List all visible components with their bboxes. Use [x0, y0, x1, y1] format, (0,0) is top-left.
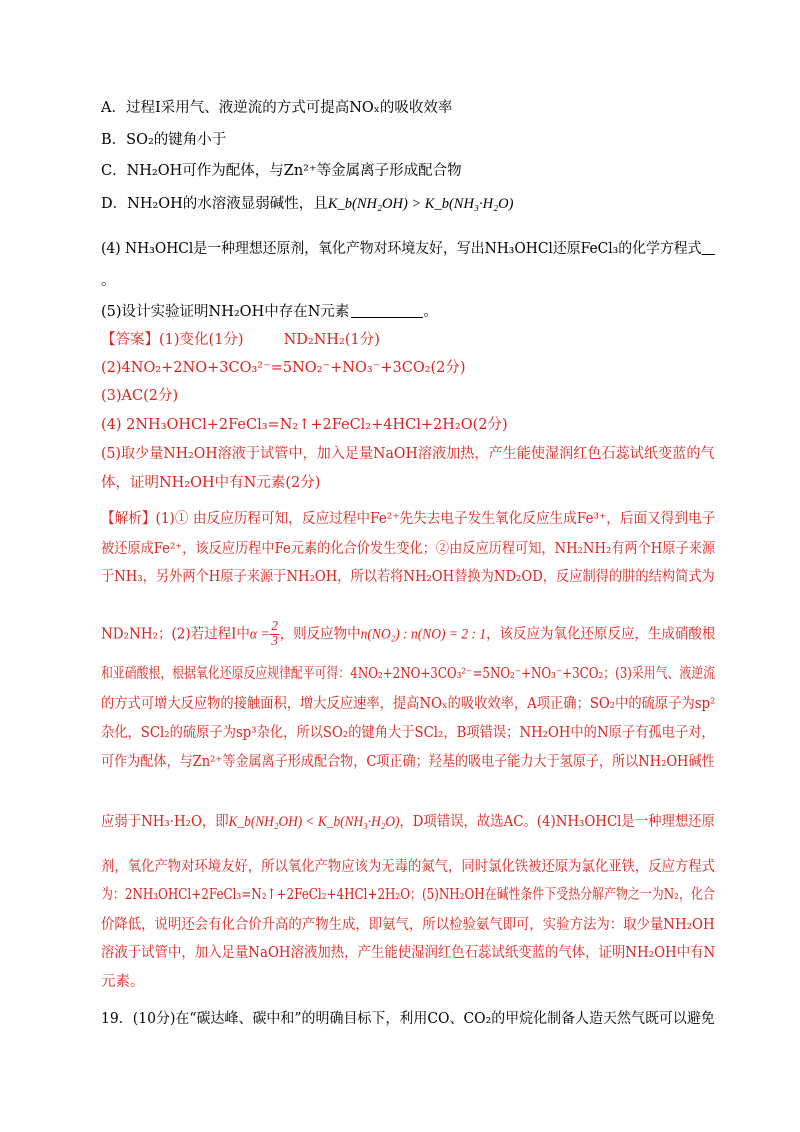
analysis-line-9: 应弱于NH₃·H₂O，即K_b(NH₂OH) < K_b(NH₃·H₂O)，D项错误，故选AC。(4)NH₃OHCl是一种理想还原: [101, 814, 715, 830]
answer-4: (4) 2NH₃OHCl+2FeCl₃=N₂↑+2FeCl₂+4HCl+2H₂O(2分): [101, 417, 508, 433]
analysis-line-3: 于NH₃，另外两个H原子来源于NH₂OH，所以若将NH₂OH替换为ND₂OD，反应制得的肼的结构简式为: [101, 569, 715, 585]
analysis-line-14: 元素。: [101, 974, 145, 990]
answer-1: 【答案】(1)变化(1分) ND₂NH₂(1分): [101, 332, 380, 348]
analysis-line-13: 溶液于试管中，加入足量NaOH溶液加热，产生能使湿润红色石蕊试纸变蓝的气体，证明NH₂OH中有N: [101, 945, 716, 961]
analysis-line-2: 被还原成Fe²⁺，该反应历程中Fe元素的化合价发生变化；②由反应历程可知，NH₂NH₂有两个H原子来源: [101, 541, 716, 557]
analysis-line-5: 和亚硝酸根，根据氧化还原反应规律配平可得：4NO₂+2NO+3CO₃²⁻=5NO₂⁻+NO₃⁻+3CO₂；(3)采用气、液逆流: [101, 666, 716, 682]
answer-blank: [701, 240, 714, 255]
option-d: D．NH₂OH的水溶液显弱碱性，且K_b(NH₂OH) > K_b(NH₃·H₂O): [101, 196, 514, 212]
question-4-end: 。: [101, 273, 116, 289]
answer-5-line1: (5)取少量NH₂OH溶液于试管中，加入足量NaOH溶液加热，产生能使湿润红色石蕊试纸变蓝的气: [101, 446, 715, 462]
answer-blank: [351, 303, 423, 318]
option-c: C．NH₂OH可作为配体，与Zn²⁺等金属离子形成配合物: [101, 163, 462, 179]
analysis-line-4: ND₂NH₂；(2)若过程Ⅰ中α = $\frac{2}{3}$ ，则反应物中n(NO₂) : n(NO) = 2 : 1，该反应为氧化还原反应，生成硝酸根: [101, 619, 716, 649]
analysis-line-12: 价降低，说明还会有化合价升高的产物生成，即氨气，所以检验氨气即可，实验方法为：取少量NH₂OH: [101, 917, 715, 933]
answer-5-line2: 体，证明NH₂OH中有N元素(2分): [101, 475, 321, 491]
kb-inequality: K_b(NH₂OH) < K_b(NH₃·H₂O): [228, 814, 400, 830]
analysis-line-7: 杂化，SCl₂的硫原子为sp³杂化，所以SO₂的键角大于SCl₂，B项错误；NH₂OH中的N原子有孤电子对，: [101, 725, 715, 741]
answer-3: (3)AC(2分): [101, 388, 179, 404]
analysis-line-8: 可作为配体，与Zn²⁺等金属离子形成配合物，C项正确；羟基的吸电子能力大于氢原子，所以NH₂OH碱性: [101, 754, 715, 770]
option-b: B．SO₂的键角小于: [101, 132, 227, 148]
option-a: A．过程Ⅰ采用气、液逆流的方式可提高NOₓ的吸收效率: [101, 100, 453, 116]
fraction: $\frac{2}{3}$: [271, 619, 278, 649]
analysis-line-10: 剂，氧化产物对环境友好，所以氧化产物应该为无毒的氮气，同时氯化铁被还原为氯化亚铁，反应方程式: [101, 859, 715, 875]
question-5: (5)设计实验证明NH₂OH中存在N元素 。: [101, 304, 438, 320]
analysis-line-11: 为：2NH₃OHCl+2FeCl₃=N₂↑+2FeCl₂+4HCl+2H₂O；(5)NH₂OH在碱性条件下受热分解产物之一为N₂，化合: [101, 887, 715, 903]
analysis-line-1: 【解析】(1)① 由反应历程可知，反应过程中Fe²⁺先失去电子发生氧化反应生成Fe³⁺，后面又得到电子: [101, 511, 716, 527]
analysis-line-6: 的方式可增大反应物的接触面积，增大反应速率，提高NOₓ的吸收效率，A项正确；SO₂中的硫原子为sp²: [101, 696, 716, 712]
question-4: (4) NH₃OHCl是一种理想还原剂，氧化产物对环境友好，写出NH₃OHCl还原FeCl₃的化学方程式: [101, 239, 715, 259]
kb-inequality: K_b(NH₂OH) > K_b(NH₃·H₂O): [327, 196, 514, 212]
question-19: 19．(10分)在“碳达峰、碳中和”的明确目标下，利用CO、CO₂的甲烷化制备人造天然气既可以避免: [101, 1011, 715, 1027]
answer-2: (2)4NO₂+2NO+3CO₃²⁻=5NO₂⁻+NO₃⁻+3CO₂(2分): [101, 360, 466, 376]
